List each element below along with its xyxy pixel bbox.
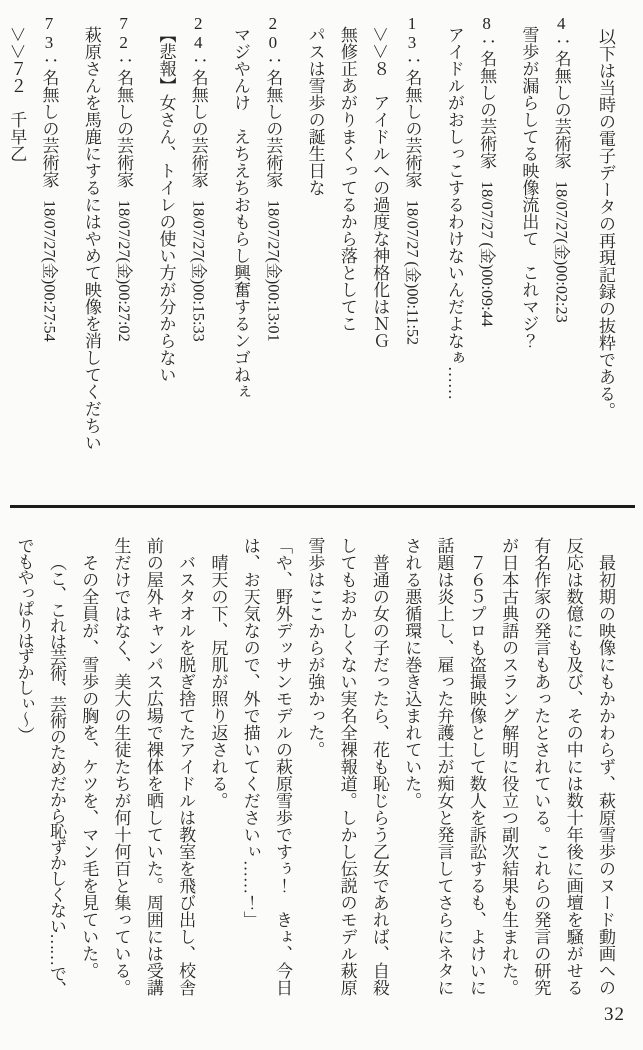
post-separator: ： (402, 52, 422, 69)
post-separator: ： (263, 52, 283, 69)
post-timestamp: 18/07/27(金)00:27:54 (40, 200, 58, 342)
post-separator: ： (39, 52, 59, 69)
post-header (32, 14, 64, 514)
post-author: 名無しの芸術家 (477, 50, 497, 169)
paragraph: 「や、野外デッサンモデルの萩原雪歩ですぅ！ きょ、今日は、お天気なので、外で描いてくださいぃ……！」 (240, 537, 293, 996)
post-header (544, 14, 576, 514)
post-number: 13 (402, 14, 422, 52)
post-header (470, 14, 502, 514)
post-line: 【悲報】女さん、トイレの使い方が分からない (156, 26, 176, 383)
post-author: 名無しの芸術家 (188, 69, 208, 188)
post-number: 8 (477, 14, 497, 33)
post-header (107, 14, 139, 514)
intro-text: 以下は当時の電子データの再現記録の抜粋である。 (596, 28, 615, 419)
paragraph: その全員が、雪歩の胸を、ケツを、マン毛を見ていた。 (79, 554, 99, 979)
post-line: ＞＞７２ 千早乙 (7, 26, 27, 162)
post-separator: ： (551, 33, 571, 50)
post-number: 20 (263, 14, 283, 52)
post-header (181, 14, 213, 514)
post-header (256, 14, 288, 514)
post-timestamp: 18/07/27 (金)00:09:44 (478, 181, 496, 327)
post-author: 名無しの芸術家 (402, 69, 422, 188)
post-line: パスは雪歩の誕生日な (305, 26, 325, 196)
post-number: 4 (551, 14, 571, 33)
section-divider (10, 505, 635, 508)
post-header (395, 14, 427, 514)
post-item (149, 14, 214, 514)
paragraph: ７６５プロも盗撮映像として数人を訴訟するも、よけいに話題は炎上し、雇った弁護士が痴女と発言してさらにネタにされる悪循環に巻き込まれていた。 (402, 537, 486, 996)
post-line: マジやんけ えちえちおもらし興奮するンゴねぇ (231, 26, 251, 400)
post-line: 無修正あがりまくってるから落としてこ (337, 26, 357, 332)
post-author: 名無しの芸術家 (114, 69, 134, 188)
post-line: アイドルがおしっこするわけないんだよなぁ…… (444, 26, 464, 400)
post-line: 萩原さんを馬鹿にするにはやめて映像を消してくだちい (81, 26, 101, 451)
post-separator: ： (188, 52, 208, 69)
post-timestamp: 18/07/27(金)00:02:23 (552, 181, 570, 323)
post-line: 雪歩が漏らしてる映像流出て これマジ？ (519, 26, 539, 349)
paragraph: （こ、これは芸術、芸術のためだから恥ずかしくない……で、でもやっぱりはずかしぃ～） (14, 537, 66, 997)
post-number: 72 (114, 14, 134, 52)
post-number: 73 (39, 14, 59, 52)
post-number: 24 (188, 14, 208, 52)
post-timestamp: 18/07/27(金)00:15:33 (189, 200, 207, 342)
page-number: 32 (604, 1004, 625, 1025)
narrative-section (7, 537, 643, 1001)
forum-log-section (0, 0, 643, 514)
post-item (298, 14, 427, 514)
post-separator: ： (114, 52, 134, 69)
post-timestamp: 18/07/27 (金)00:11:52 (403, 200, 421, 346)
paragraph: バスタオルを脱ぎ捨てたアイドルは教室を飛び出し、校舎前の屋外キャンパス広場で裸体を晒していた。周囲には受講生だけではなく、美大の生徒たちが何十何百と集っている。 (111, 537, 196, 996)
post-timestamp: 18/07/27(金)00:27:02 (115, 200, 133, 342)
post-author: 名無しの芸術家 (39, 69, 59, 188)
paragraph: 普通の女の子だったら、花も恥じらう乙女であれば、自殺してもおかしくない実名全裸報道。しかし伝説のモデル萩原雪歩はここからが強かった。 (305, 537, 389, 996)
post-item (75, 14, 140, 514)
post-timestamp: 18/07/27(金)00:13:01 (264, 200, 282, 342)
post-line: ＞＞８ アイドルへの過度な神格化はＮＧ (370, 26, 390, 349)
post-item (0, 14, 65, 514)
post-author: 名無しの芸術家 (551, 50, 571, 169)
post-item (438, 14, 503, 514)
paragraph: 晴天の下、尻肌が照り返される。 (208, 554, 228, 809)
post-item (224, 14, 289, 514)
paragraph: 最初期の映像にもかかわらず、萩原雪歩のヌード動画への反応は数億にも及び、その中には数十年後に画壇を騒がせる有名作家の発言もあったとされている。これらの発言の研究が日本古典語のスラング解明に役立つ副次結果も生まれた。 (499, 537, 615, 996)
post-item (512, 14, 577, 514)
post-separator: ： (477, 33, 497, 50)
post-author: 名無しの芸術家 (263, 69, 283, 188)
